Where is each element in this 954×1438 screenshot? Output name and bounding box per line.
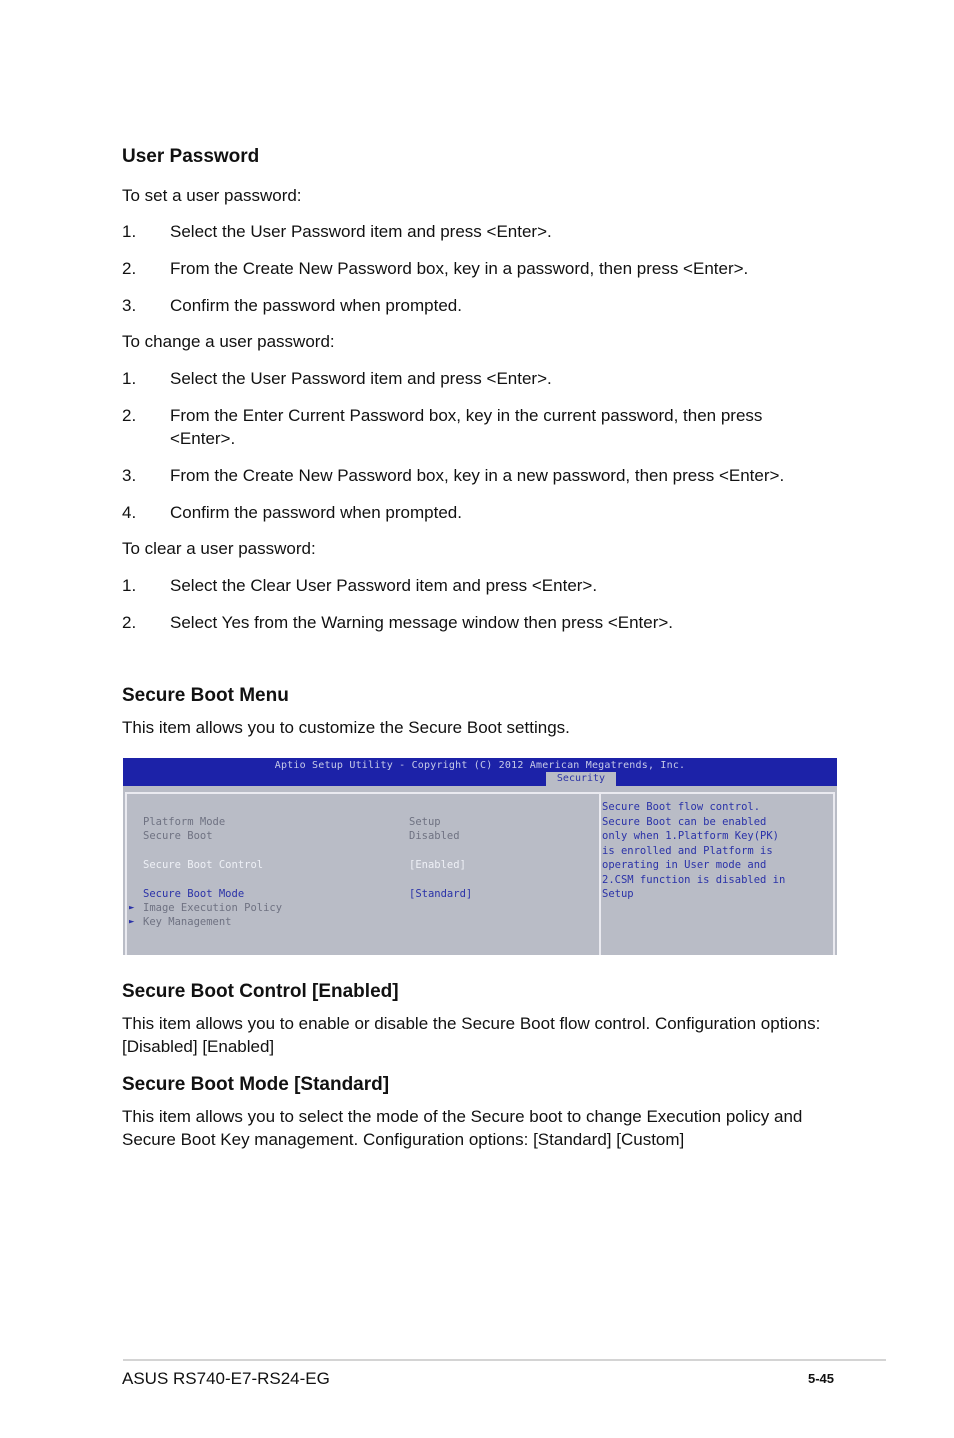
bios-item-secure-boot-control[interactable]: Secure Boot Control (143, 859, 264, 871)
bios-help-line: is enrolled and Platform is (602, 844, 773, 857)
bios-item-secure-boot-mode[interactable]: Secure Boot Mode (143, 888, 245, 900)
set-step-text: Confirm the password when prompted. (170, 296, 462, 315)
change-password-intro: To change a user password: (122, 332, 335, 351)
bios-title: Aptio Setup Utility - Copyright (C) 2012 American Megatrends, Inc. (274, 760, 686, 771)
bios-item-platform-mode: Platform Mode (143, 816, 226, 828)
set-step-text: Select the User Password item and press <Enter>. (170, 222, 552, 241)
bios-value-secure-boot-control[interactable]: [Enabled] (409, 859, 466, 871)
bios-value-secure-boot-mode[interactable]: [Standard] (409, 888, 473, 900)
set-step-text: From the Create New Password box, key in a password, then press <Enter>. (170, 259, 749, 278)
secure-boot-control-heading: Secure Boot Control [Enabled] (122, 981, 399, 1002)
bios-value-secure-boot: Disabled (409, 830, 460, 842)
bios-help-line: only when 1.Platform Key(PK) (602, 830, 780, 842)
bios-help-line: Secure Boot flow control. (602, 801, 761, 813)
bios-item-secure-boot: Secure Boot (143, 830, 213, 842)
clear-step-number: 1. (122, 576, 137, 595)
bios-divider (599, 792, 601, 955)
bios-value-platform-mode: Setup (409, 816, 441, 828)
change-step-text: From the Enter Current Password box, key in the current password, then press <Enter>. (170, 406, 763, 448)
change-step-text: Select the User Password item and press <Enter>. (170, 369, 552, 388)
set-step-number: 1. (122, 222, 137, 241)
bios-item-image-execution-policy[interactable]: Image Execution Policy (143, 902, 283, 914)
clear-step-number: 2. (122, 613, 137, 632)
footer-page-number: 5-45 (808, 1371, 835, 1386)
bios-screenshot (123, 758, 837, 955)
secure-boot-mode-description: This item allows you to select the mode of the Secure boot to change Execution policy and Secure Boot Key management. Configuration options: [Standard] [Custom] (122, 1107, 803, 1149)
change-step-number: 1. (122, 369, 137, 388)
bios-help-line: operating in User mode and (602, 859, 767, 871)
change-step-number: 2. (122, 406, 137, 425)
bios-help-line: Secure Boot can be enabled (602, 815, 767, 828)
set-step-number: 3. (122, 296, 137, 315)
clear-step-text: Select the Clear User Password item and press <Enter>. (170, 576, 598, 595)
set-step-number: 2. (122, 259, 137, 278)
user-password-heading: User Password (122, 146, 260, 167)
set-password-intro: To set a user password: (122, 186, 302, 205)
secure-boot-mode-heading: Secure Boot Mode [Standard] (122, 1074, 390, 1095)
clear-step-text: Select Yes from the Warning message window then press <Enter>. (170, 613, 674, 632)
change-step-text: Confirm the password when prompted. (170, 503, 462, 522)
bios-help-line: 2.CSM function is disabled in (602, 873, 786, 886)
secure-boot-control-description: This item allows you to enable or disable the Secure Boot flow control. Configuration options: [Disabled] [Enabled] (122, 1014, 821, 1056)
bios-help-line: Setup (602, 888, 634, 900)
change-step-number: 4. (122, 503, 137, 522)
footer-model: ASUS RS740-E7-RS24-EG (122, 1369, 330, 1388)
footer-divider (123, 1359, 886, 1361)
submenu-arrow-icon: ► (129, 903, 135, 913)
change-step-text: From the Create New Password box, key in a new password, then press <Enter>. (170, 466, 785, 485)
secure-boot-menu-heading: Secure Boot Menu (122, 685, 289, 706)
secure-boot-menu-description: This item allows you to customize the Secure Boot settings. (122, 718, 570, 737)
bios-help-panel (602, 800, 832, 902)
clear-password-intro: To clear a user password: (122, 539, 316, 558)
submenu-arrow-icon: ► (129, 917, 135, 927)
bios-item-key-management[interactable]: Key Management (143, 916, 232, 928)
change-step-number: 3. (122, 466, 137, 485)
bios-tab-security[interactable]: Security (546, 772, 616, 786)
